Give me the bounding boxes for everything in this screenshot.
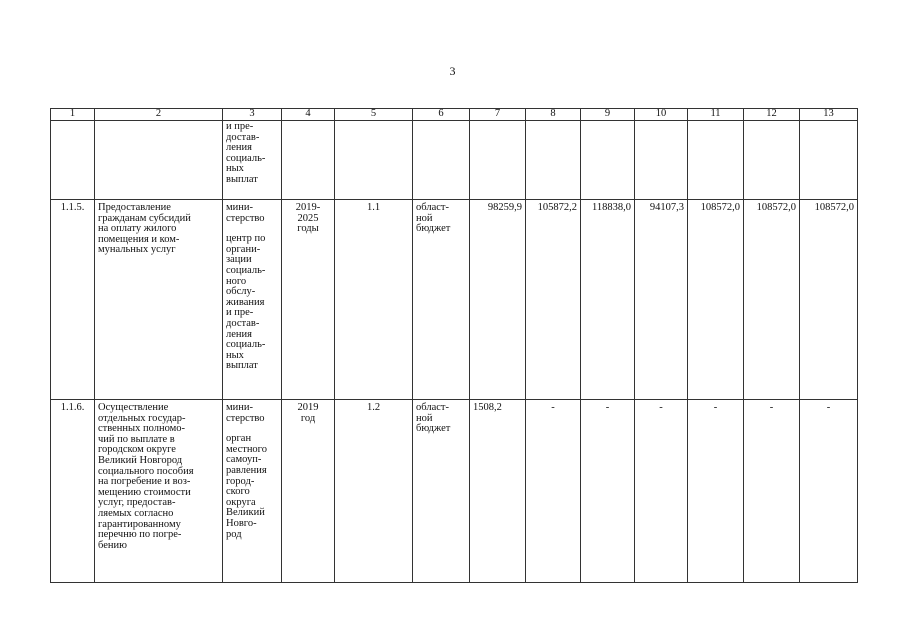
table-cell — [413, 121, 470, 200]
value-cell: 118838,0 — [581, 200, 635, 400]
table-cell — [470, 121, 526, 200]
value-cell: 105872,2 — [526, 200, 581, 400]
column-number-row — [51, 109, 858, 121]
executor-cell — [223, 400, 282, 583]
table-cell — [800, 121, 858, 200]
table-cell — [282, 121, 335, 200]
table-cell — [581, 121, 635, 200]
table-cell — [688, 121, 744, 200]
table-cell — [335, 121, 413, 200]
value-cell: - — [526, 400, 581, 583]
period-cell: 2019- 2025 годы — [282, 200, 335, 400]
value-cell: 1508,2 — [470, 400, 526, 583]
column-header: 8 — [526, 109, 581, 121]
value-cell: - — [635, 400, 688, 583]
executor-cell: и пре- достав- ления социаль- ных выплат — [223, 121, 282, 200]
executor-cell — [223, 200, 282, 400]
column-header: 4 — [282, 109, 335, 121]
source-cell: област- ной бюджет — [413, 400, 470, 583]
source-cell: област- ной бюджет — [413, 200, 470, 400]
period-cell: 2019 год — [282, 400, 335, 583]
column-header: 10 — [635, 109, 688, 121]
table-row — [51, 400, 858, 583]
table-row — [51, 200, 858, 400]
table-cell — [744, 121, 800, 200]
column-header: 6 — [413, 109, 470, 121]
value-cell: - — [581, 400, 635, 583]
executor-primary: мини- стерство — [226, 202, 265, 224]
indicator-cell: 1.2 — [335, 400, 413, 583]
column-header: 13 — [800, 109, 858, 121]
column-header: 1 — [51, 109, 95, 121]
table-cell — [635, 121, 688, 200]
value-cell: 108572,0 — [800, 200, 858, 400]
column-header: 12 — [744, 109, 800, 121]
value-cell: - — [744, 400, 800, 583]
row-number: 1.1.6. — [51, 400, 95, 583]
column-header: 11 — [688, 109, 744, 121]
continuation-row — [51, 121, 858, 200]
column-header: 9 — [581, 109, 635, 121]
value-cell: 94107,3 — [635, 200, 688, 400]
measure-name: Осуществление отдельных государ- ственных полномо- чий по выплате в городском округе Великий Новгород социального пособия на погребение и воз- мещению стоимости услуг, предостав- ляемых согласно гарантированному перечню по погре- бению — [95, 400, 223, 583]
column-header: 7 — [470, 109, 526, 121]
program-table — [50, 108, 858, 583]
value-cell: 108572,0 — [744, 200, 800, 400]
column-header: 3 — [223, 109, 282, 121]
row-number: 1.1.5. — [51, 200, 95, 400]
value-cell: - — [800, 400, 858, 583]
table-cell — [95, 121, 223, 200]
executor-secondary: центр по органи- зации социаль- ного обслу- живания и пре- достав- ления социаль- ных выплат — [226, 233, 266, 372]
column-header: 5 — [335, 109, 413, 121]
table-cell — [51, 121, 95, 200]
executor-primary: мини- стерство — [226, 402, 265, 424]
value-cell: 98259,9 — [470, 200, 526, 400]
value-cell: 108572,0 — [688, 200, 744, 400]
column-header: 2 — [95, 109, 223, 121]
table-cell — [526, 121, 581, 200]
value-cell: - — [688, 400, 744, 583]
page-number: 3 — [449, 64, 456, 78]
executor-secondary: орган местного самоуп- равления город- ского округа Великий Новго- род — [226, 433, 267, 540]
measure-name: Предоставление гражданам субсидий на оплату жилого помещения и ком- мунальных услуг — [95, 200, 223, 400]
indicator-cell: 1.1 — [335, 200, 413, 400]
